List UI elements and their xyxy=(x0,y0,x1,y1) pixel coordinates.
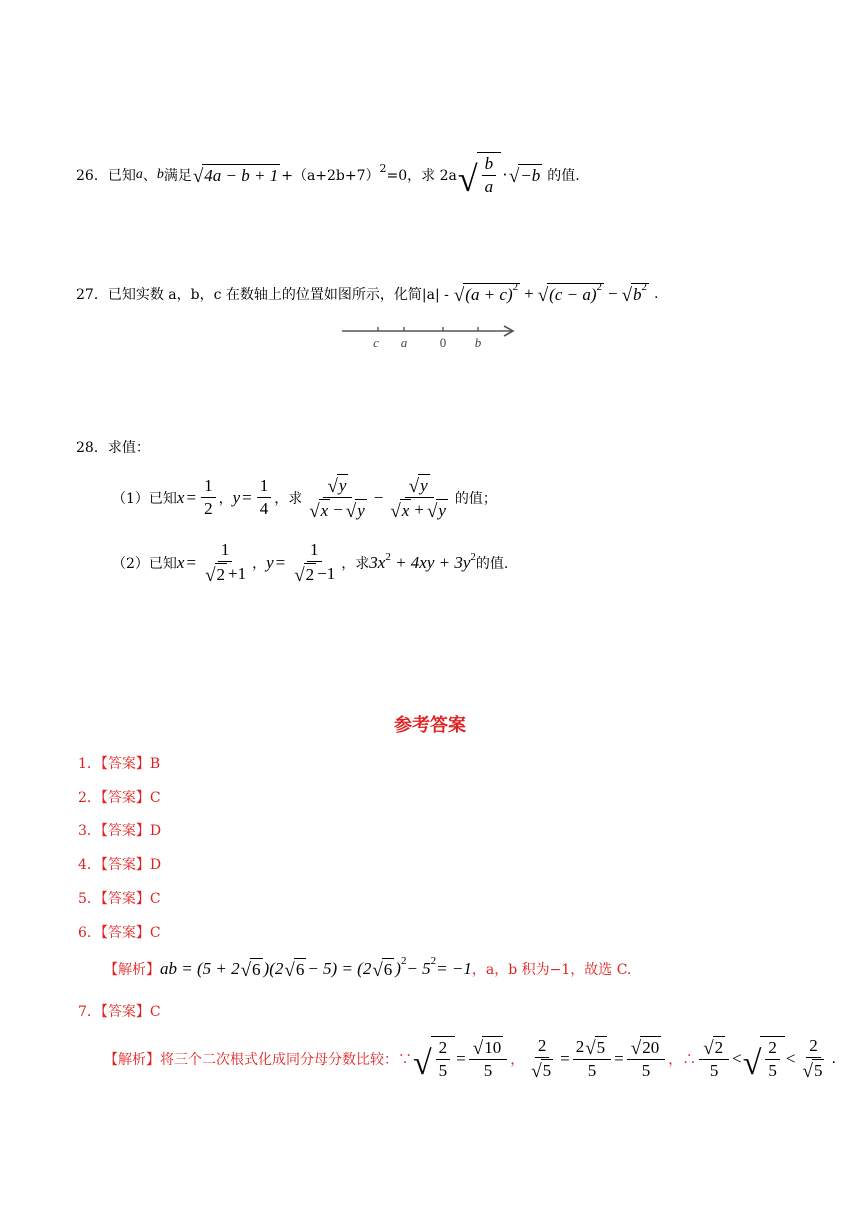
q27-end: . xyxy=(654,286,659,302)
answer-7: 7．【答案】C xyxy=(78,1004,161,1020)
q26-fraction xyxy=(482,154,497,197)
answer-4: 4．【答案】D xyxy=(78,857,162,873)
q28-part-2: （2）已知 x = 1 √ 2 +1 ， y = 1 √ 2 −1 ，求 $3x^2 + 4xy + 3y^2$ 的值. xyxy=(112,540,509,586)
q28-number: 28． xyxy=(76,440,108,456)
q28-p1-x-fraction: $\frac{1}{2}$ xyxy=(201,476,216,519)
q26-b: b xyxy=(156,166,164,182)
q28-p2-expression: $3x^2 + 4xy + 3y^2$ xyxy=(369,550,476,572)
q26-radicand-2: −b xyxy=(520,165,541,185)
answers-title: 参考答案 xyxy=(394,715,466,736)
label-0: 0 xyxy=(439,335,447,350)
q26-dot: · xyxy=(502,164,508,184)
q26-sep: 、 xyxy=(142,167,157,184)
q27-minus: − xyxy=(608,284,618,303)
q28-title: 求值： xyxy=(107,440,150,456)
q28-p2-y-fraction: 1 √ 2 −1 xyxy=(294,540,336,586)
answer-6: 6．【答案】C xyxy=(78,925,161,941)
analysis-7: 【解析】将三个二次根式化成同分母分数比较：∵ √ $\frac{2}{5}$ = √ 10 5 ， 2 √ 5 = 2 √ 5 5 = √ 20 5 ，∴ √ 2 5 < √ $\frac{2}{5}$ < 2 √ 5 . xyxy=(104,1036,836,1082)
q28-p1-fraction-1: √ y √ x − √ y xyxy=(309,476,365,522)
q26-radicand: 4a − b + 1 xyxy=(204,165,279,185)
q26-text-d: =0，求 2a xyxy=(386,167,457,184)
q27-number: 27． xyxy=(76,287,108,303)
q28-part-1: （1）已知 x = $\frac{1}{2}$ ， y = $\frac{1}{4}$ ，求 √ y √ x − √ y − √ y √ x + √ y 的值； xyxy=(112,476,497,522)
q28-p2-label: （2）已知 xyxy=(112,555,177,572)
q27-radical-2: √ (c − a) 2 xyxy=(537,281,602,306)
answer-1: 1．【答案】B xyxy=(78,756,161,772)
question-28 xyxy=(76,437,150,457)
label-b: b xyxy=(474,335,482,350)
q26-text-a: 已知 xyxy=(107,167,136,184)
answer-3: 3．【答案】D xyxy=(78,823,162,839)
q27-text-a: 已知实数 a，b，c 在数轴上的位置如图所示，化简|a| - xyxy=(107,287,449,303)
label-c: c xyxy=(373,335,379,350)
answer-2: 2．【答案】C xyxy=(78,790,161,806)
question-26 xyxy=(76,152,580,197)
q26-a: a xyxy=(135,166,143,182)
q26-exp: 2 xyxy=(379,162,387,175)
q27-radical-3: √ b 2 xyxy=(621,281,648,306)
q28-p2-x-fraction: 1 √ 2 +1 xyxy=(205,540,247,586)
q26-text-b: 满足 xyxy=(163,167,192,184)
q27-plus: + xyxy=(524,284,534,303)
q28-p1-fraction-2: √ y √ x + √ y xyxy=(390,476,446,522)
q28-p1-y-fraction: $\frac{1}{4}$ xyxy=(257,476,272,519)
analysis-6-expression: ab = (5 + 2 √ 6 )(2 √ 6 − 5) = (2 √ 6 ) 2 − 5 2 = −1 xyxy=(160,955,472,981)
analysis-6: 【解析】 ab = (5 + 2 √ 6 )(2 √ 6 − 5) = (2 √ 6 ) 2 − 5 2 = −1 ，a，b 积为−1，故选 C. xyxy=(104,955,632,981)
q27-radical-1: √ (a + c) 2 xyxy=(453,281,519,306)
q28-p1-label: （1）已知 xyxy=(112,490,177,507)
q26-number: 26． xyxy=(76,167,108,184)
label-a: a xyxy=(400,335,408,350)
q26-frac-radical: √ $\frac{b}{a}$ xyxy=(458,152,501,197)
q26-frac-num: b xyxy=(482,154,497,176)
question-27 xyxy=(76,283,658,305)
q26-text-c: +（a+2b+7） xyxy=(281,167,380,184)
answer-5: 5．【答案】C xyxy=(78,891,161,907)
q26-radical: √ 4a − b + 1 xyxy=(192,165,279,187)
q26-frac-den: a xyxy=(484,177,494,196)
q26-radical-2: √ −b xyxy=(508,165,541,187)
q26-text-e: 的值. xyxy=(547,167,580,184)
number-line-figure xyxy=(340,322,520,352)
